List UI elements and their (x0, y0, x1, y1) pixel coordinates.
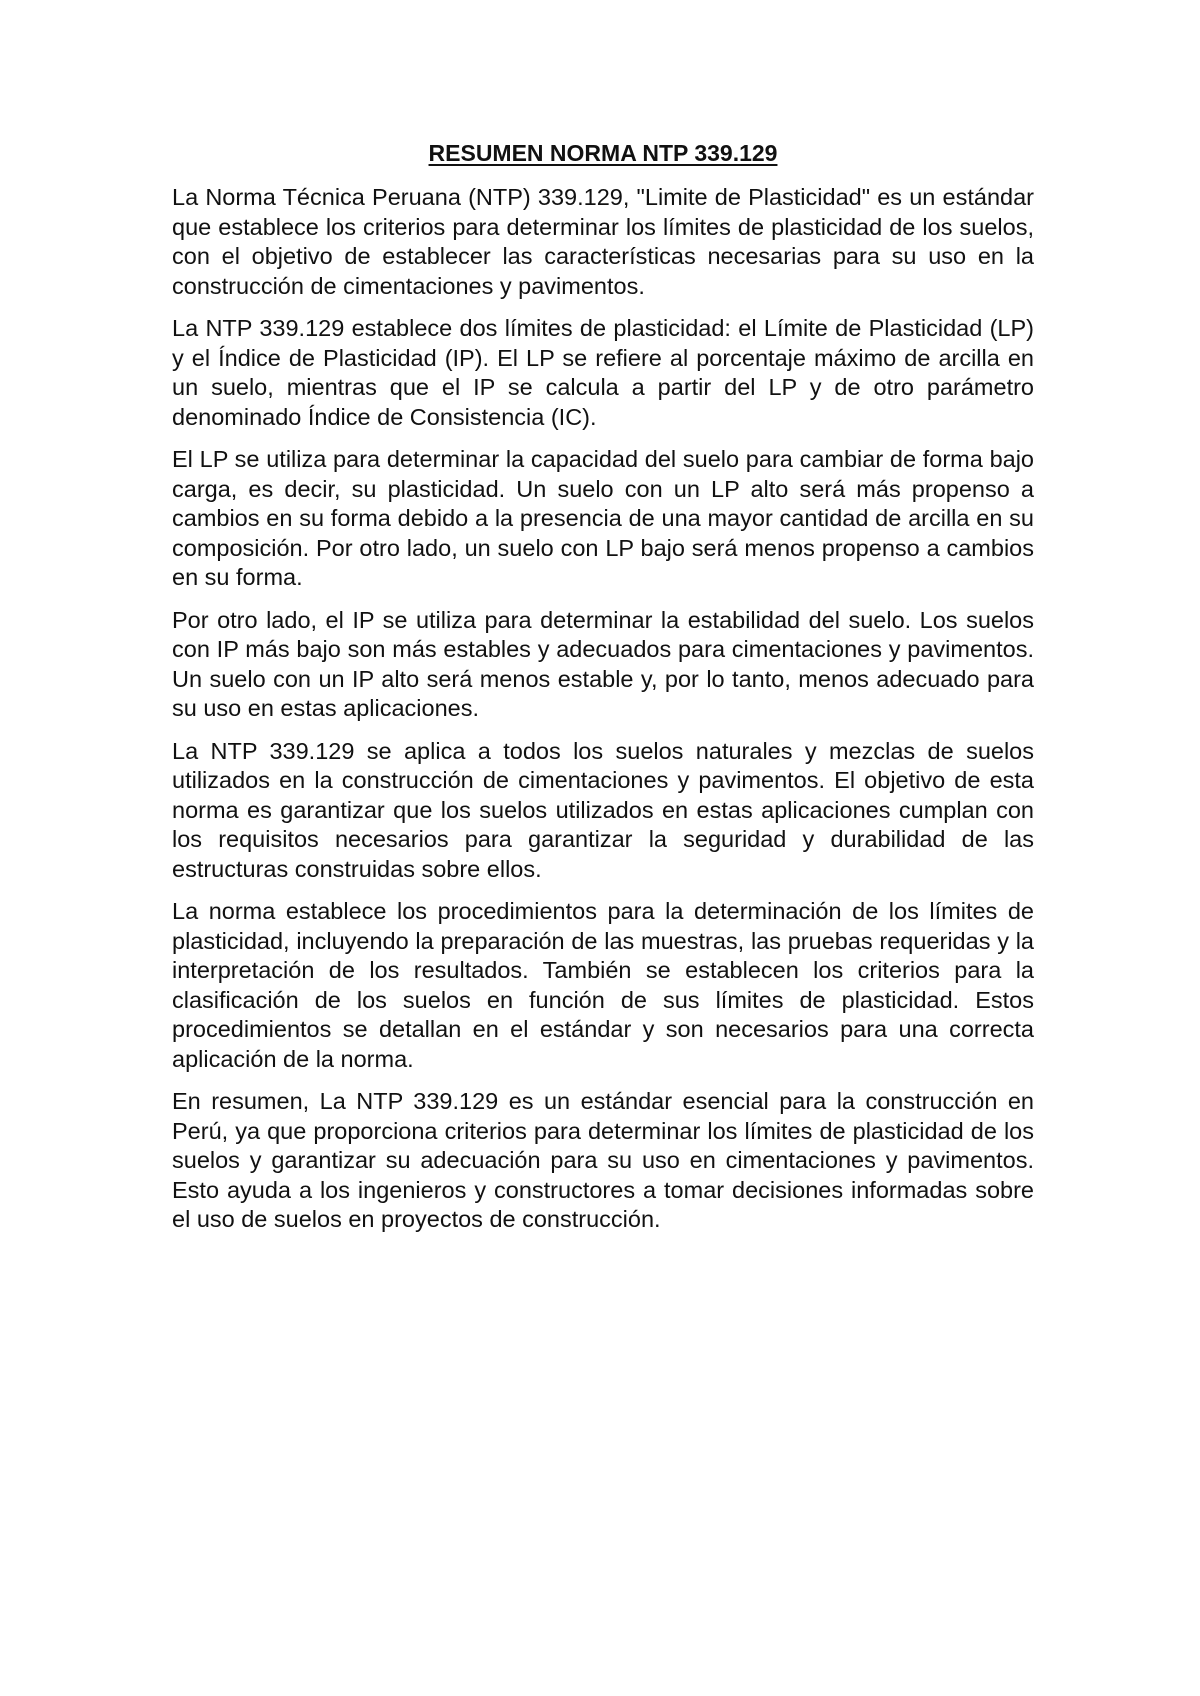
document-title: RESUMEN NORMA NTP 339.129 (428, 140, 778, 166)
paragraph-scope: La NTP 339.129 se aplica a todos los suelos naturales y mezclas de suelos utilizados en la construcción de cimentaciones y pavimentos. El objetivo de esta norma es garantizar que los suelos utilizados en estas aplicaciones cumplan con los requisitos necesarios para garantizar la seguridad y durabilidad de las estructuras construidas sobre ellos. (172, 737, 1034, 882)
paragraph-procedures: La norma establece los procedimientos para la determinación de los límites de plasticidad, incluyendo la preparación de las muestras, las pruebas requeridas y la interpretación de los resultados. También se establecen los criterios para la clasificación de los suelos en función de sus límites de plasticidad. Estos procedimientos se detallan en el estándar y son necesarios para una correcta aplicación de la norma. (172, 898, 1034, 1072)
paragraph-summary: En resumen, La NTP 339.129 es un estándar esencial para la construcción en Perú, ya que proporciona criterios para determinar los límites de plasticidad de los suelos y garantizar su adecuación para su uso en cimentaciones y pavimentos. Esto ayuda a los ingenieros y constructores a tomar decisiones informadas sobre el uso de suelos en proyectos de construcción. (172, 1088, 1034, 1232)
paragraph-lp: El LP se utiliza para determinar la capacidad del suelo para cambiar de forma bajo carga, es decir, su plasticidad. Un suelo con un LP alto será más propenso a cambios en su forma debido a la presencia de una mayor cantidad de arcilla en su composición. Por otro lado, un suelo con LP bajo será menos propenso a cambios en su forma. (172, 446, 1034, 590)
paragraph-limits: La NTP 339.129 establece dos límites de plasticidad: el Límite de Plasticidad (LP) y el Índice de Plasticidad (IP). El LP se refiere al porcentaje máximo de arcilla en un suelo, mientras que el IP se calcula a partir del LP y de otro parámetro denominado Índice de Consistencia (IC). (172, 315, 1034, 430)
paragraph-intro: La Norma Técnica Peruana (NTP) 339.129, "Limite de Plasticidad" es un estándar que establece los criterios para determinar los límites de plasticidad de los suelos, con el objetivo de establecer las características necesarias para su uso en la construcción de cimentaciones y pavimentos. (172, 184, 1034, 299)
document-body (172, 140, 1034, 1248)
paragraph-ip: Por otro lado, el IP se utiliza para determinar la estabilidad del suelo. Los suelos con IP más bajo son más estables y adecuados para cimentaciones y pavimentos. Un suelo con un IP alto será menos estable y, por lo tanto, menos adecuado para su uso en estas aplicaciones. (172, 606, 1034, 721)
